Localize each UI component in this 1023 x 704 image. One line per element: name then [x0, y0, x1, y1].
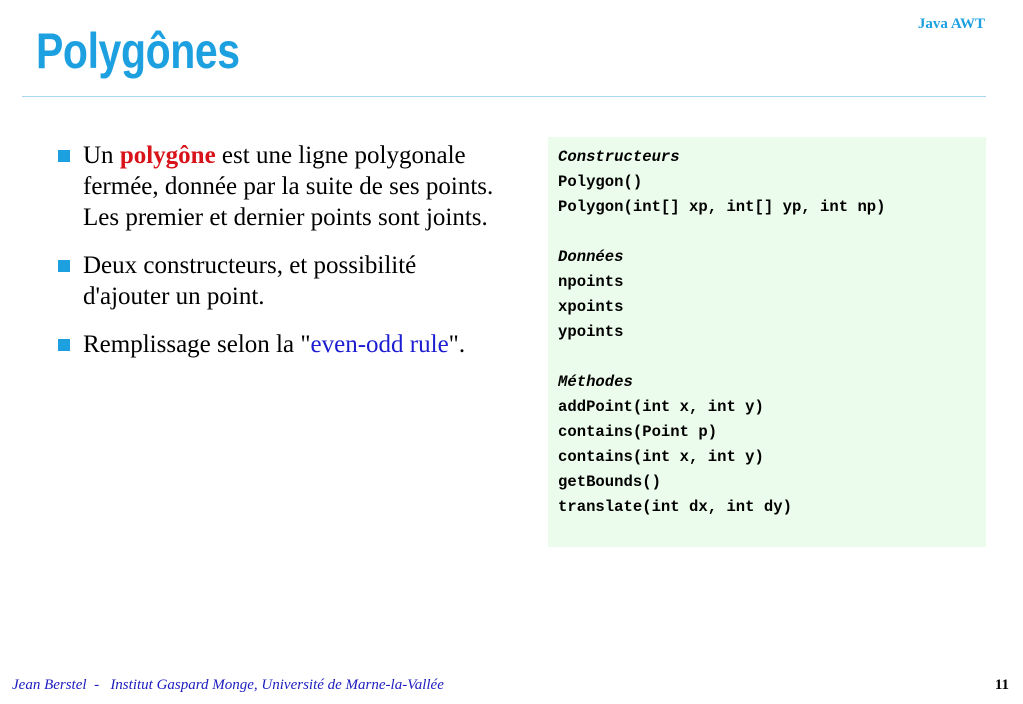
api-listing	[558, 145, 886, 520]
code-line: ypoints	[558, 323, 624, 341]
bullet-text: Deux constructeurs, et possibilité d'ajouter un point.	[83, 252, 417, 310]
bullet-text: Remplissage selon la "	[83, 331, 311, 358]
bullet-item	[58, 250, 498, 312]
footer-author: Jean Berstel	[12, 677, 87, 693]
bullet-list	[58, 140, 498, 377]
constructors-heading: Constructeurs	[558, 148, 680, 166]
square-bullet-icon	[58, 339, 70, 351]
code-line: translate(int dx, int dy)	[558, 498, 792, 516]
square-bullet-icon	[58, 260, 70, 272]
code-line: contains(int x, int y)	[558, 448, 764, 466]
even-odd-rule-term: even-odd rule	[310, 331, 449, 358]
bullet-item	[58, 329, 498, 360]
title-divider	[22, 96, 986, 97]
code-line: addPoint(int x, int y)	[558, 398, 764, 416]
bullet-text: Un	[83, 142, 120, 169]
api-code-box	[548, 137, 986, 547]
code-line: Polygon()	[558, 173, 643, 191]
footer-institution: Institut Gaspard Monge, Université de Marne-la-Vallée	[110, 677, 444, 693]
methods-heading: Méthodes	[558, 373, 633, 391]
bullet-item	[58, 140, 498, 233]
code-line: npoints	[558, 273, 624, 291]
data-heading: Données	[558, 248, 624, 266]
keyword-polygone: polygône	[119, 142, 216, 169]
code-line: getBounds()	[558, 473, 661, 491]
slide-topic: Java AWT	[917, 16, 985, 32]
square-bullet-icon	[58, 150, 70, 162]
bullet-text: est une ligne polygonale fermée, donnée par la suite de ses points. Les premier et dernier points sont joints.	[83, 142, 494, 231]
footer-credit	[12, 677, 444, 694]
code-line: contains(Point p)	[558, 423, 718, 441]
footer-separator: -	[86, 677, 111, 693]
bullet-text: ".	[448, 331, 466, 358]
slide-title: Polygônes	[36, 23, 240, 79]
code-line: Polygon(int[] xp, int[] yp, int np)	[558, 198, 886, 216]
blank-line	[558, 220, 886, 245]
blank-line	[558, 345, 886, 370]
code-line: xpoints	[558, 298, 624, 316]
page-number: 11	[994, 677, 1009, 693]
